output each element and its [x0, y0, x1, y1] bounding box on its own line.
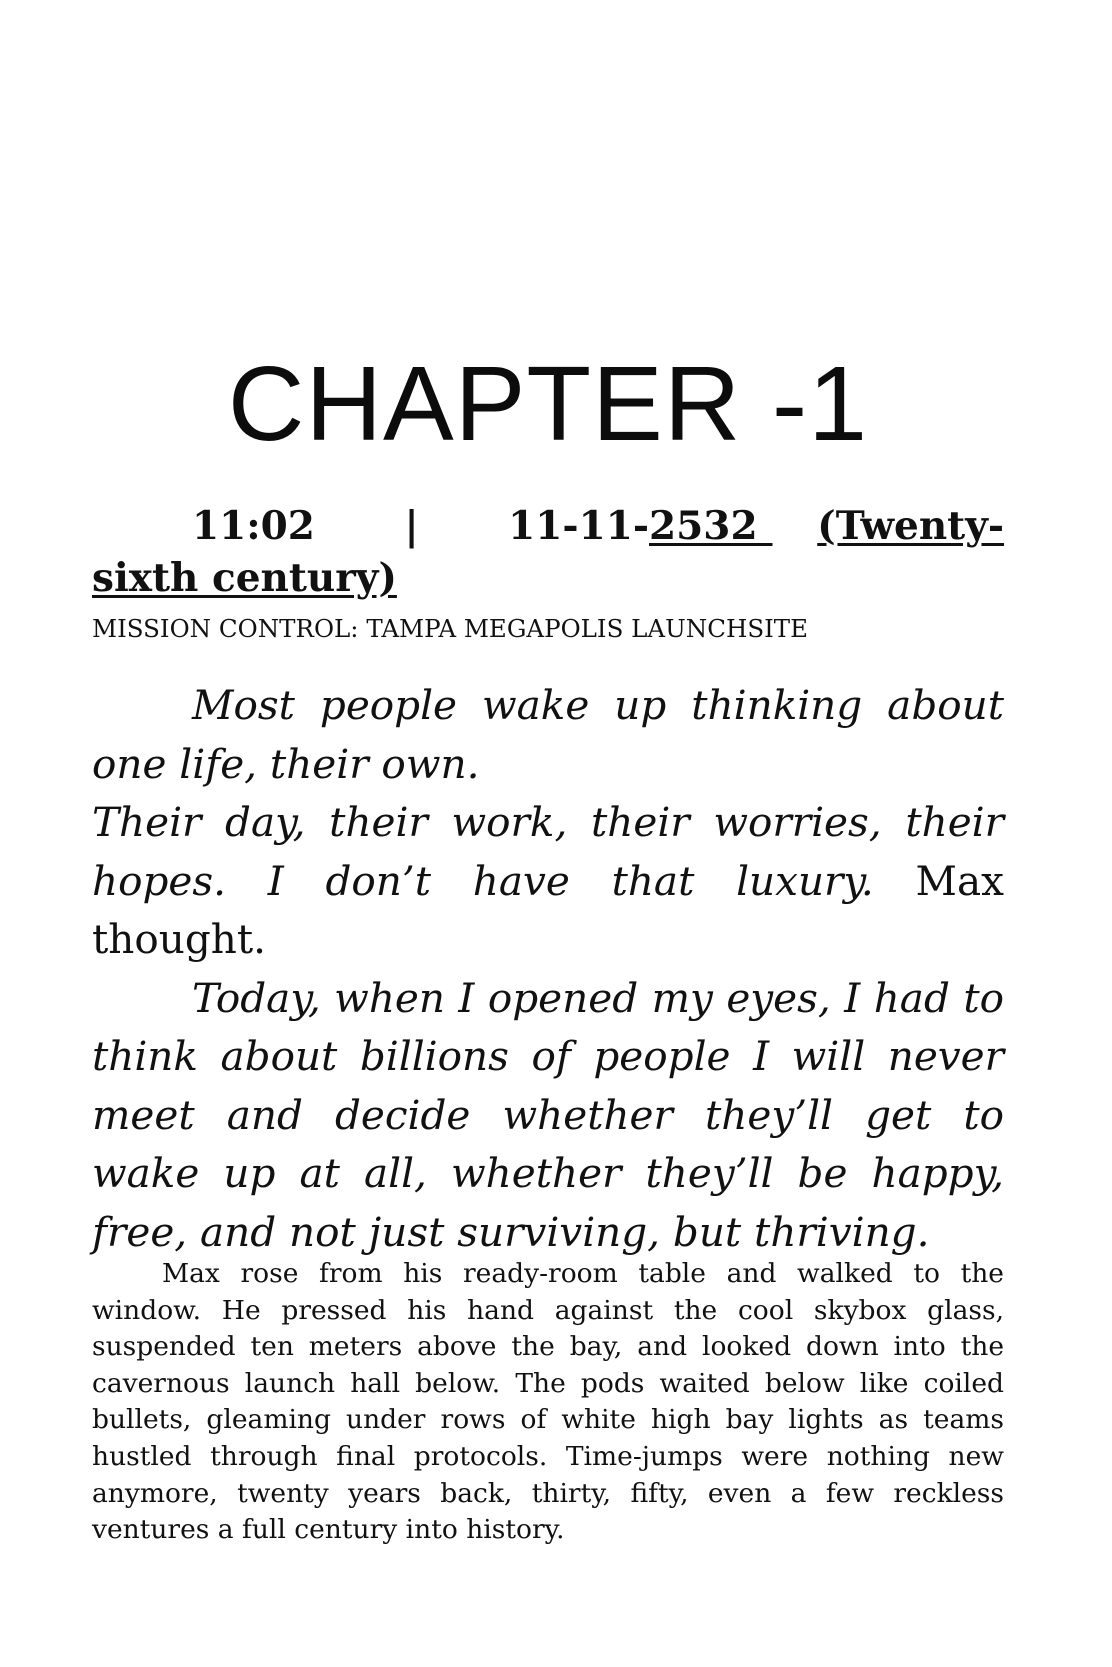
- scene-date: 11-11-: [508, 503, 650, 549]
- scene-timestamp: [92, 500, 1004, 604]
- scene-era: (Twenty-sixth century): [92, 503, 1005, 601]
- scene-separator: |: [404, 503, 419, 549]
- monologue-text: Most people wake up thinking about one life, their own.: [92, 681, 1004, 788]
- monologue-text: Their day, their work, their worries, their hopes. I don’t have that luxury.: [92, 798, 1004, 905]
- monologue-text: Today, when I opened my eyes, I had to think about billions of people I will never meet and decide whether they’ll get to wake up at all, whether they’ll be happy, free, and not just surviving, but thriving.: [92, 973, 1004, 1256]
- scene-time: 11:02: [192, 503, 315, 549]
- scene-year: 2532: [649, 503, 773, 549]
- narrative-paragraph: Max rose from his ready-room table and walked to the window. He pressed his hand against the cool skybox glass, suspended ten meters above the bay, and looked down into the cavernous launch hall below. The pods waited below like coiled bullets, gleaming under rows of white high bay lights as teams hustled through final protocols. Time-jumps were nothing new anymore, twenty years back, thirty, fifty, even a few reckless ventures a full century into history.: [92, 1258, 1004, 1546]
- chapter-title: CHAPTER -1: [227, 345, 869, 463]
- monologue-paragraph: [92, 969, 1004, 1262]
- monologue-paragraph: [92, 676, 1004, 793]
- scene-location: MISSION CONTROL: TAMPA MEGAPOLIS LAUNCHSITE: [92, 614, 809, 643]
- monologue-paragraph: [92, 793, 1004, 969]
- dialogue-tag: Max thought.: [92, 856, 1004, 963]
- internal-monologue: [92, 676, 1004, 1261]
